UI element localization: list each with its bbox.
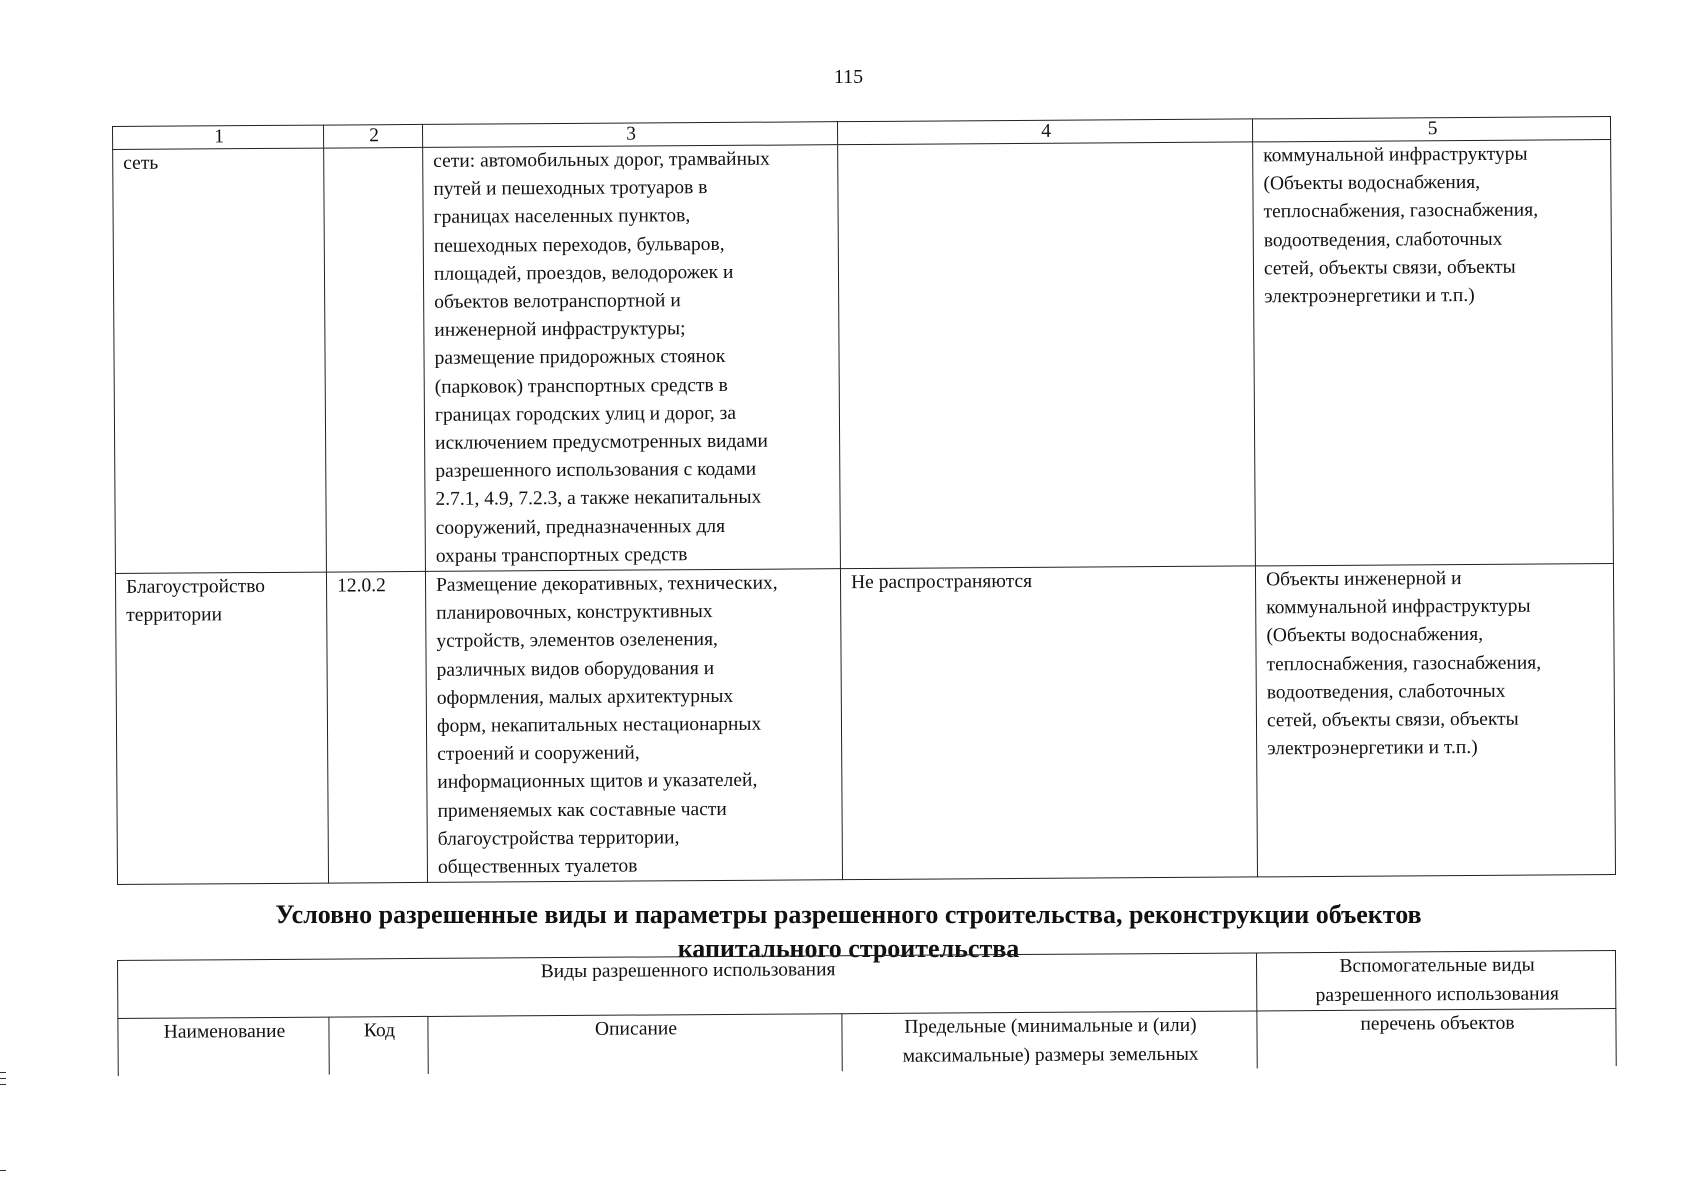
text-line: (Объекты водоснабжения,: [1266, 624, 1484, 647]
auxiliary-uses-cell: [1253, 140, 1614, 566]
conditional-uses-table: [117, 950, 1617, 1076]
column-number-4: 4: [837, 119, 1252, 145]
column-number-3: 3: [422, 122, 837, 148]
text-line: границах населенных пунктов,: [433, 205, 691, 229]
text-line: (парковок) транспортных средств в: [434, 374, 728, 398]
use-name-cell: [115, 572, 328, 885]
text-line: водоотведения, слаботочных: [1266, 680, 1506, 704]
limits-text: Не распространяются: [850, 570, 1033, 594]
text-line: сетей, объекты связи, объекты: [1263, 256, 1516, 280]
column-header-description: Описание: [428, 1014, 842, 1074]
scan-edge-mark: [0, 1072, 6, 1073]
text-line: планировочных, конструктивных: [436, 601, 713, 625]
text-line: применяемых как составные части: [437, 798, 727, 822]
limits-cell: [838, 142, 1256, 569]
text-line: строений и сооружений,: [437, 742, 640, 766]
scan-edge-mark: [0, 1078, 6, 1079]
use-name: сеть: [123, 152, 159, 174]
text-line: теплоснабжения, газоснабжения,: [1263, 199, 1539, 223]
table-header-row: [118, 951, 1616, 1019]
text-line: Предельные (минимальные и (или): [904, 1014, 1197, 1038]
text-line: размещение придорожных стоянок: [434, 346, 726, 370]
text-line: Объекты инженерной и: [1265, 568, 1462, 591]
text-line: инженерной инфраструктуры;: [434, 318, 686, 342]
text-line: водоотведения, слаботочных: [1263, 228, 1503, 251]
text-line: Вспомогательные виды: [1339, 954, 1535, 977]
text-line: сети: автомобильных дорог, трамвайных: [433, 148, 770, 172]
table-row: [113, 140, 1614, 574]
table-row: [115, 564, 1615, 885]
column-number-2: 2: [323, 124, 422, 148]
text-line: сетей, объекты связи, объекты: [1266, 708, 1519, 732]
text-line: пешеходных переходов, бульваров,: [433, 233, 725, 257]
text-line: информационных щитов и указателей,: [437, 770, 758, 794]
column-number-1: 1: [113, 125, 324, 149]
page-number: 115: [833, 66, 864, 88]
permitted-uses-group-header: Виды разрешенного использования: [118, 953, 1257, 1019]
column-header-name: Наименование: [118, 1017, 329, 1076]
section-heading-line-1: Условно разрешенные виды и параметры разрешенного строительства, реконструкции объектов: [275, 900, 1422, 929]
column-number-5: 5: [1252, 117, 1610, 142]
text-line: теплоснабжения, газоснабжения,: [1266, 652, 1542, 676]
text-line: границах городских улиц и дорог, за: [434, 402, 737, 426]
text-line: Благоустройство: [125, 576, 266, 598]
use-description-cell: [425, 569, 842, 883]
text-line: максимальные) размеры земельных: [902, 1043, 1199, 1067]
use-description-cell: [423, 145, 841, 572]
text-line: электроэнергетики и т.п.): [1264, 284, 1475, 308]
auxiliary-uses-cell: [1255, 564, 1615, 878]
text-line: исключением предусмотренных видами: [435, 430, 769, 454]
text-line: коммунальной инфраструктуры: [1263, 143, 1528, 167]
use-code: 12.0.2: [336, 575, 386, 597]
text-line: (Объекты водоснабжения,: [1263, 172, 1481, 195]
table-subheader-row: [118, 1009, 1616, 1076]
text-line: площадей, проездов, велодорожек и: [433, 261, 734, 285]
text-line: 2.7.1, 4.9, 7.2.3, а также некапитальных: [435, 487, 762, 511]
column-header-aux-objects: перечень объектов: [1257, 1009, 1616, 1069]
use-code-cell: [324, 147, 426, 572]
column-header-limits: [842, 1011, 1257, 1071]
limits-cell: [840, 566, 1257, 880]
land-use-table-continued: [112, 116, 1616, 885]
text-line: сооружений, предназначенных для: [435, 515, 726, 539]
text-line: форм, некапитальных нестационарных: [436, 713, 762, 737]
text-line: общественных туалетов: [437, 855, 638, 878]
text-line: коммунальной инфраструктуры: [1266, 595, 1531, 619]
text-line: объектов велотранспортной и: [434, 290, 681, 313]
text-line: разрешенного использования: [1315, 982, 1560, 1006]
text-line: территории: [126, 604, 223, 627]
text-line: устройств, элементов озеленения,: [436, 629, 718, 653]
section-heading-line-2: капитального строительства: [677, 934, 1020, 963]
text-line: охраны транспортных средств: [435, 544, 688, 567]
text-line: благоустройства территории,: [437, 827, 680, 850]
auxiliary-uses-header: [1257, 951, 1616, 1011]
column-header-code: Код: [329, 1016, 428, 1074]
use-name-cell: [113, 148, 327, 573]
scan-edge-mark: [0, 1170, 6, 1171]
text-line: Размещение декоративных, технических,: [435, 572, 778, 596]
use-code-cell: [326, 571, 427, 883]
text-line: различных видов оборудования и: [436, 657, 715, 681]
text-line: электроэнергетики и т.п.): [1267, 737, 1478, 760]
text-line: разрешенного использования с кодами: [435, 458, 757, 483]
text-line: путей и пешеходных тротуаров в: [433, 177, 708, 201]
scan-edge-mark: [0, 1084, 6, 1085]
text-line: оформления, малых архитектурных: [436, 685, 734, 709]
